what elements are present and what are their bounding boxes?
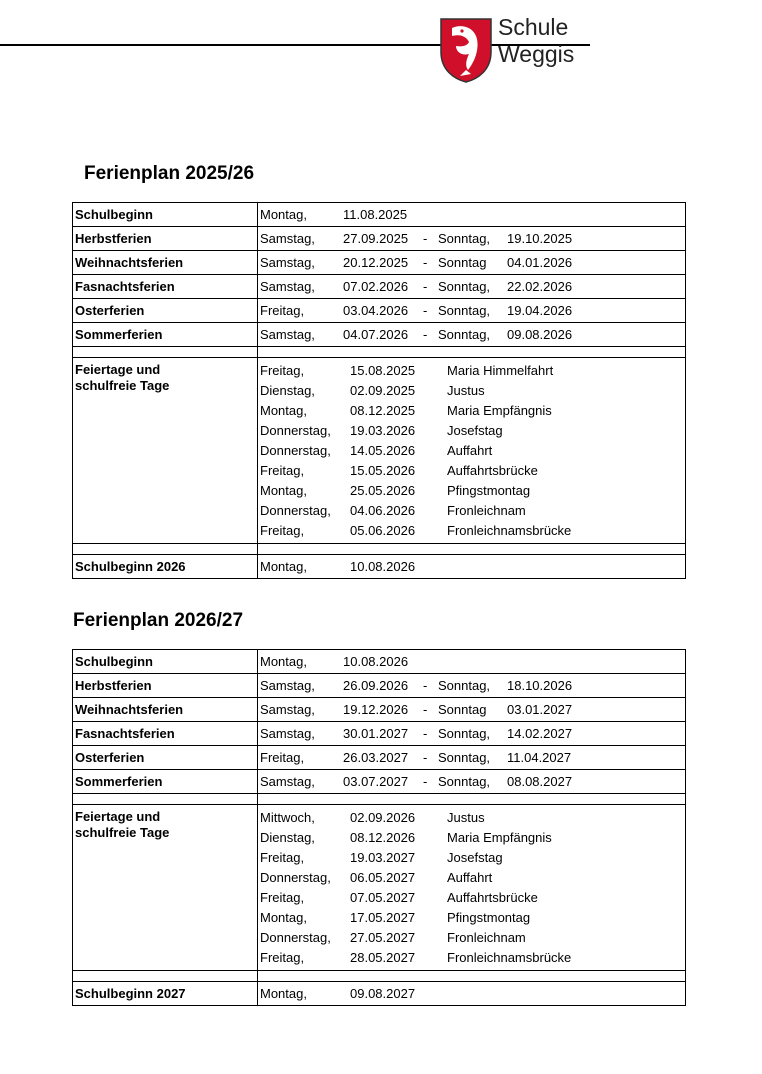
end-day: Sonntag, [438, 749, 491, 765]
holidays-label-line-1: Feiertage und [75, 809, 161, 824]
plan-title: Ferienplan 2025/26 [84, 163, 255, 184]
row-dates [258, 770, 686, 794]
holiday-entry [260, 461, 685, 481]
holiday-day: Freitag, [260, 463, 305, 478]
holiday-day: Donnerstag, [260, 930, 331, 945]
end-date: 14.02.2027 [507, 725, 573, 741]
range-separator: - [423, 701, 428, 717]
start-date: 11.08.2025 [343, 206, 408, 222]
holiday-entry [260, 888, 685, 908]
table-row [73, 698, 686, 722]
range-separator: - [423, 278, 428, 294]
holiday-date: 28.05.2027 [350, 950, 416, 965]
holiday-date: 02.09.2025 [350, 383, 416, 398]
holiday-date: 07.05.2027 [350, 890, 416, 905]
holiday-date: 27.05.2027 [350, 930, 416, 945]
holiday-name: Maria Empfängnis [447, 830, 552, 845]
holiday-name: Auffahrt [447, 443, 493, 458]
table-row [73, 555, 686, 579]
row-dates [258, 746, 686, 770]
holiday-entry [260, 848, 685, 868]
holiday-name: Maria Himmelfahrt [447, 363, 554, 378]
end-day: Sonntag, [438, 326, 491, 342]
start-date: 30.01.2027 [343, 725, 409, 741]
holiday-date: 04.06.2026 [350, 503, 416, 518]
holiday-day: Dienstag, [260, 383, 315, 398]
brand-line-1: Schule [498, 14, 569, 40]
holiday-name: Fronleichnamsbrücke [447, 950, 572, 965]
row-label: Weihnachtsferien [73, 251, 258, 275]
holiday-entry [260, 948, 685, 968]
table-row [73, 251, 686, 275]
row-dates [258, 251, 686, 275]
row-label: Schulbeginn [73, 203, 258, 227]
row-label: Herbstferien [73, 227, 258, 251]
row-label: Fasnachtsferien [73, 275, 258, 299]
holiday-name: Auffahrt [447, 870, 493, 885]
table-row [73, 299, 686, 323]
spacer-row [73, 971, 686, 982]
end-date: 03.01.2027 [507, 701, 573, 717]
holiday-date: 19.03.2027 [350, 850, 416, 865]
start-day: Samstag, [260, 278, 315, 294]
holiday-entry [260, 868, 685, 888]
spacer-row [73, 544, 686, 555]
end-day: Sonntag, [438, 677, 491, 693]
holiday-day: Dienstag, [260, 830, 315, 845]
holidays-list [258, 358, 686, 544]
holiday-date: 08.12.2025 [350, 403, 416, 418]
start-date: 20.12.2025 [343, 254, 409, 270]
holidays-label-line-1: Feiertage und [75, 362, 161, 377]
holiday-day: Montag, [260, 403, 307, 418]
holidays-label [73, 358, 258, 544]
start-date: 26.09.2026 [343, 677, 409, 693]
holiday-entry [260, 828, 685, 848]
range-separator: - [423, 230, 428, 246]
holidays-label-line-2: schulfreie Tage [75, 825, 170, 840]
holiday-day: Freitag, [260, 890, 305, 905]
row-dates [258, 650, 686, 674]
holiday-date: 19.03.2026 [350, 423, 416, 438]
table-row [73, 227, 686, 251]
holiday-day: Freitag, [260, 950, 305, 965]
row-label: Sommerferien [73, 770, 258, 794]
holiday-date: 05.06.2026 [350, 523, 416, 538]
spacer-row [73, 794, 686, 805]
row-dates [258, 674, 686, 698]
end-day: Sonntag [438, 701, 487, 717]
holiday-day: Freitag, [260, 363, 305, 378]
end-date: 18.10.2026 [507, 677, 573, 693]
range-separator: - [423, 302, 428, 318]
holidays-row [73, 805, 686, 971]
row-dates [258, 299, 686, 323]
table-row [73, 674, 686, 698]
range-separator: - [423, 677, 428, 693]
holiday-day: Montag, [260, 910, 307, 925]
start-day: Samstag, [260, 773, 315, 789]
holiday-name: Maria Empfängnis [447, 403, 552, 418]
end-date: 08.08.2027 [507, 773, 573, 789]
plan-table [72, 202, 686, 579]
end-date: 11.04.2027 [507, 749, 572, 765]
holidays-row [73, 358, 686, 544]
holiday-name: Josefstag [447, 850, 503, 865]
row-label: Weihnachtsferien [73, 698, 258, 722]
table-row [73, 203, 686, 227]
holiday-day: Donnerstag, [260, 443, 331, 458]
holiday-entry [260, 521, 685, 541]
holiday-entry [260, 421, 685, 441]
holiday-entry [260, 928, 685, 948]
row-dates [258, 698, 686, 722]
start-day: Samstag, [260, 701, 315, 717]
holiday-name: Fronleichnam [447, 930, 526, 945]
range-separator: - [423, 773, 428, 789]
plan-table [72, 649, 686, 1006]
start-day: Montag, [260, 653, 307, 669]
holidays-list [258, 805, 686, 971]
brand-line-2: Weggis [498, 41, 575, 67]
row-label: Fasnachtsferien [73, 722, 258, 746]
row-dates [258, 722, 686, 746]
range-separator: - [423, 725, 428, 741]
table-row [73, 275, 686, 299]
holiday-date: 15.08.2025 [350, 363, 416, 378]
end-date: 04.01.2026 [507, 254, 573, 270]
holiday-entry [260, 401, 685, 421]
holiday-day: Freitag, [260, 523, 305, 538]
start-day: Montag, [260, 985, 307, 1001]
holiday-day: Donnerstag, [260, 870, 331, 885]
holiday-name: Justus [447, 810, 485, 825]
start-day: Montag, [260, 206, 307, 222]
row-dates [258, 227, 686, 251]
end-day: Sonntag, [438, 725, 491, 741]
start-day: Samstag, [260, 326, 315, 342]
holiday-date: 06.05.2027 [350, 870, 416, 885]
row-dates [258, 323, 686, 347]
holiday-entry [260, 361, 685, 381]
row-dates [258, 982, 686, 1006]
table-row [73, 323, 686, 347]
row-dates [258, 203, 686, 227]
holiday-day: Montag, [260, 483, 307, 498]
end-day: Sonntag, [438, 230, 491, 246]
holiday-name: Pfingstmontag [447, 483, 531, 498]
start-date: 03.04.2026 [343, 302, 409, 318]
start-date: 03.07.2027 [343, 773, 409, 789]
holiday-name: Auffahrtsbrücke [447, 463, 538, 478]
plan-title: Ferienplan 2026/27 [73, 610, 244, 631]
range-separator: - [423, 749, 428, 765]
holiday-name: Pfingstmontag [447, 910, 531, 925]
holiday-date: 17.05.2027 [350, 910, 416, 925]
end-day: Sonntag, [438, 278, 491, 294]
holiday-entry [260, 481, 685, 501]
holiday-day: Donnerstag, [260, 503, 331, 518]
end-date: 09.08.2026 [507, 326, 573, 342]
start-day: Samstag, [260, 230, 315, 246]
row-label: Schulbeginn [73, 650, 258, 674]
start-day: Montag, [260, 558, 307, 574]
next-start-label: Schulbeginn 2027 [73, 982, 258, 1006]
holiday-name: Josefstag [447, 423, 503, 438]
start-day: Samstag, [260, 725, 315, 741]
holidays-label-line-2: schulfreie Tage [75, 378, 170, 393]
row-label: Herbstferien [73, 674, 258, 698]
start-day: Freitag, [260, 749, 305, 765]
start-date: 27.09.2025 [343, 230, 409, 246]
row-label: Osterferien [73, 299, 258, 323]
start-date: 04.07.2026 [343, 326, 409, 342]
end-day: Sonntag, [438, 773, 491, 789]
table-row [73, 722, 686, 746]
brand-name [498, 14, 574, 68]
table-row [73, 982, 686, 1006]
start-date: 09.08.2027 [350, 985, 416, 1001]
holiday-date: 14.05.2026 [350, 443, 416, 458]
start-date: 10.08.2026 [343, 653, 409, 669]
start-day: Samstag, [260, 677, 315, 693]
table-row [73, 770, 686, 794]
end-day: Sonntag [438, 254, 487, 270]
holiday-entry [260, 501, 685, 521]
row-label: Osterferien [73, 746, 258, 770]
start-date: 10.08.2026 [350, 558, 416, 574]
row-dates [258, 555, 686, 579]
table-row [73, 650, 686, 674]
holiday-day: Mittwoch, [260, 810, 315, 825]
holiday-date: 15.05.2026 [350, 463, 416, 478]
holiday-date: 02.09.2026 [350, 810, 416, 825]
holiday-entry [260, 808, 685, 828]
table-row [73, 746, 686, 770]
start-day: Samstag, [260, 254, 315, 270]
holiday-name: Fronleichnam [447, 503, 526, 518]
row-label: Sommerferien [73, 323, 258, 347]
holiday-entry [260, 908, 685, 928]
end-date: 19.04.2026 [507, 302, 573, 318]
holidays-label [73, 805, 258, 971]
end-day: Sonntag, [438, 302, 491, 318]
start-date: 07.02.2026 [343, 278, 409, 294]
start-day: Freitag, [260, 302, 305, 318]
holiday-entry [260, 441, 685, 461]
range-separator: - [423, 254, 428, 270]
spacer-row [73, 347, 686, 358]
school-crest-logo [438, 16, 494, 84]
holiday-day: Freitag, [260, 850, 305, 865]
holiday-name: Auffahrtsbrücke [447, 890, 538, 905]
row-dates [258, 275, 686, 299]
holiday-date: 25.05.2026 [350, 483, 416, 498]
holiday-day: Donnerstag, [260, 423, 331, 438]
start-date: 19.12.2026 [343, 701, 409, 717]
start-date: 26.03.2027 [343, 749, 409, 765]
holiday-date: 08.12.2026 [350, 830, 416, 845]
next-start-label: Schulbeginn 2026 [73, 555, 258, 579]
end-date: 22.02.2026 [507, 278, 573, 294]
holiday-entry [260, 381, 685, 401]
end-date: 19.10.2025 [507, 230, 573, 246]
holiday-name: Justus [447, 383, 485, 398]
range-separator: - [423, 326, 428, 342]
holiday-name: Fronleichnamsbrücke [447, 523, 572, 538]
